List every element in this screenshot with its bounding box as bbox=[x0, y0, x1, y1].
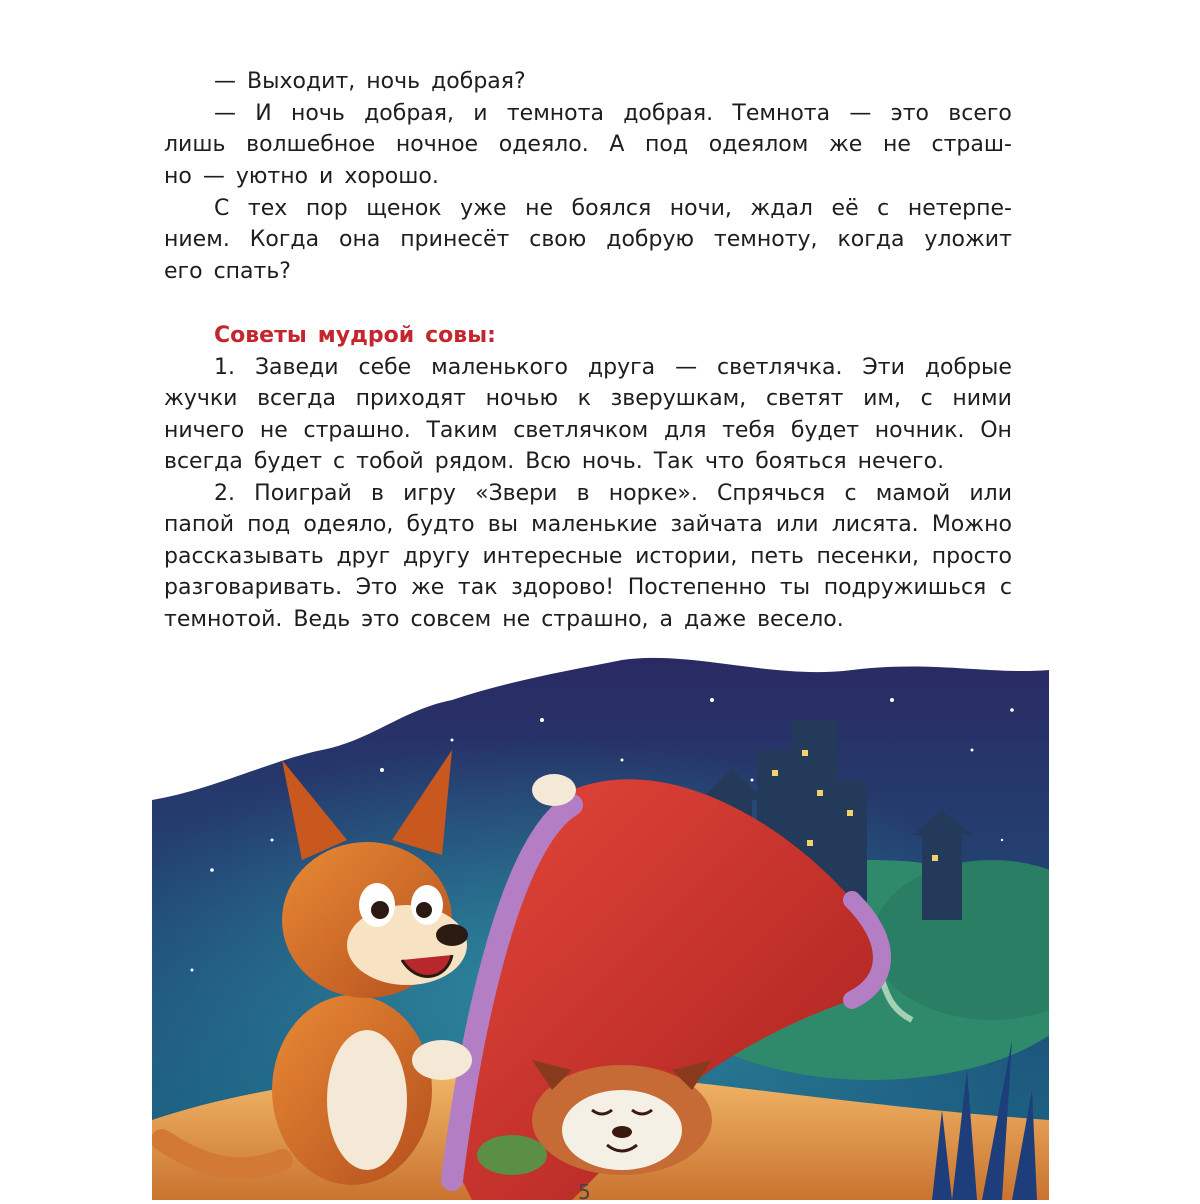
word: Советы bbox=[214, 323, 307, 348]
word: ночь bbox=[366, 69, 421, 94]
word: щенок bbox=[366, 196, 442, 221]
word: не bbox=[882, 132, 911, 157]
word: Таким bbox=[426, 418, 498, 443]
word: интересные bbox=[482, 544, 623, 569]
word: Это bbox=[355, 575, 398, 600]
word: совы: bbox=[425, 323, 496, 348]
word: в bbox=[576, 481, 590, 506]
word: Всю bbox=[525, 449, 571, 474]
word: друг bbox=[336, 544, 391, 569]
word: ними bbox=[952, 386, 1012, 411]
word: тебя bbox=[722, 418, 776, 443]
word: светлячком bbox=[513, 418, 649, 443]
word: темноту, bbox=[713, 227, 818, 252]
word: принесёт bbox=[400, 227, 510, 252]
text-line bbox=[164, 129, 1012, 160]
word: лисята. bbox=[831, 512, 919, 537]
word: когда bbox=[837, 227, 905, 252]
word: пор bbox=[305, 196, 348, 221]
word: с bbox=[920, 386, 933, 411]
word: тобой bbox=[356, 449, 424, 474]
word: ты bbox=[779, 575, 811, 600]
word: страшно. bbox=[303, 418, 411, 443]
word: Ведь bbox=[293, 607, 351, 632]
word: норке». bbox=[608, 481, 698, 506]
word: это bbox=[361, 607, 400, 632]
word: мудрой bbox=[317, 323, 415, 348]
word: и bbox=[319, 164, 334, 189]
word: одеялом bbox=[708, 132, 809, 157]
word: — bbox=[214, 69, 236, 94]
word: ночник. bbox=[874, 418, 965, 443]
word: свою bbox=[529, 227, 587, 252]
word: рядом. bbox=[434, 449, 515, 474]
word: что bbox=[704, 449, 745, 474]
word: рассказывать bbox=[164, 544, 324, 569]
word: зайчата bbox=[670, 512, 763, 537]
paw bbox=[412, 1040, 472, 1080]
word: — bbox=[202, 164, 225, 189]
word: добрая? bbox=[431, 69, 526, 94]
word: нетерпе- bbox=[907, 196, 1012, 221]
word: уже bbox=[460, 196, 507, 221]
word: друга bbox=[587, 355, 656, 380]
word: разговаривать. bbox=[164, 575, 343, 600]
word: добрая, bbox=[364, 101, 454, 126]
word: игру bbox=[403, 481, 456, 506]
word: боялся bbox=[571, 196, 652, 221]
word: в bbox=[370, 481, 384, 506]
text-line bbox=[164, 415, 1012, 446]
word: песенки, bbox=[816, 544, 920, 569]
word: С bbox=[214, 196, 230, 221]
word: или bbox=[969, 481, 1012, 506]
word: под bbox=[247, 512, 291, 537]
word: — bbox=[849, 101, 872, 126]
word: с bbox=[844, 481, 857, 506]
word: нием. bbox=[164, 227, 230, 252]
word: ночью bbox=[485, 386, 558, 411]
word: — bbox=[675, 355, 698, 380]
word: истории, bbox=[635, 544, 738, 569]
word: светят bbox=[765, 386, 844, 411]
word: добрая. bbox=[623, 101, 714, 126]
word: совсем bbox=[410, 607, 492, 632]
text-line bbox=[164, 572, 1012, 603]
word: его bbox=[164, 259, 203, 284]
word: маленького bbox=[431, 355, 568, 380]
word: а bbox=[659, 607, 674, 632]
word: папой bbox=[164, 512, 235, 537]
word: темнота bbox=[506, 101, 604, 126]
word: Постепенно bbox=[627, 575, 767, 600]
word: И bbox=[255, 101, 272, 126]
word: уютно bbox=[235, 164, 309, 189]
word: и bbox=[473, 101, 488, 126]
word: тех bbox=[247, 196, 288, 221]
word: ночь bbox=[291, 101, 345, 126]
word: добрую bbox=[606, 227, 694, 252]
word: так bbox=[457, 575, 498, 600]
word: с bbox=[999, 575, 1012, 600]
text-line bbox=[214, 66, 1012, 97]
word: зверушкам, bbox=[610, 386, 747, 411]
word: хорошо. bbox=[344, 164, 439, 189]
word: Спрячься bbox=[717, 481, 826, 506]
word: спать? bbox=[213, 259, 291, 284]
word: ничего bbox=[164, 418, 245, 443]
word: весело. bbox=[757, 607, 844, 632]
word: волшебное bbox=[246, 132, 376, 157]
text-line bbox=[164, 541, 1012, 572]
word: мамой bbox=[875, 481, 951, 506]
tips-heading bbox=[214, 320, 1012, 351]
word: Выходит, bbox=[247, 69, 356, 94]
word: ночь. bbox=[581, 449, 643, 474]
word: ночи, bbox=[669, 196, 732, 221]
word: страшно, bbox=[541, 607, 649, 632]
word: лишь bbox=[164, 132, 226, 157]
word: 1. bbox=[214, 355, 235, 380]
word: бояться bbox=[755, 449, 847, 474]
pillow bbox=[477, 1135, 547, 1175]
word: здорово! bbox=[511, 575, 615, 600]
word: страш- bbox=[931, 132, 1012, 157]
word: Можно bbox=[931, 512, 1012, 537]
text-line bbox=[214, 478, 1012, 509]
text-line bbox=[164, 604, 1012, 635]
paw-on-blanket bbox=[532, 774, 576, 806]
word: подружишься bbox=[823, 575, 987, 600]
word: не bbox=[259, 418, 288, 443]
text-line bbox=[164, 509, 1012, 540]
word: Так bbox=[653, 449, 694, 474]
word: к bbox=[577, 386, 591, 411]
word: петь bbox=[750, 544, 804, 569]
word: Он bbox=[980, 418, 1012, 443]
word: её bbox=[831, 196, 859, 221]
word: Темнота bbox=[732, 101, 831, 126]
illustration-puppies-night bbox=[152, 640, 1049, 1200]
word: А bbox=[609, 132, 625, 157]
word: всего bbox=[948, 101, 1012, 126]
word: светлячка. bbox=[717, 355, 843, 380]
word: 2. bbox=[214, 481, 235, 506]
word: но bbox=[164, 164, 192, 189]
word: добрые bbox=[924, 355, 1012, 380]
word: маленькие bbox=[531, 512, 658, 537]
text-line bbox=[164, 446, 1012, 477]
word: уложит bbox=[924, 227, 1012, 252]
text-line bbox=[214, 98, 1012, 129]
word: нечего. bbox=[857, 449, 945, 474]
word: для bbox=[663, 418, 707, 443]
word: или bbox=[775, 512, 819, 537]
word: «Звери bbox=[475, 481, 558, 506]
word: Заведи bbox=[254, 355, 339, 380]
word: это bbox=[890, 101, 929, 126]
text-line bbox=[214, 193, 1012, 224]
word: же bbox=[828, 132, 863, 157]
word: она bbox=[339, 227, 381, 252]
word: другу bbox=[402, 544, 470, 569]
word: Поиграй bbox=[254, 481, 352, 506]
word: просто bbox=[931, 544, 1012, 569]
word: одеяло. bbox=[498, 132, 589, 157]
nose bbox=[436, 924, 468, 946]
word: жучки bbox=[164, 386, 238, 411]
word: одеяло, bbox=[303, 512, 394, 537]
text-line bbox=[164, 161, 1012, 192]
text-line bbox=[214, 352, 1012, 383]
word: Когда bbox=[249, 227, 320, 252]
word: с bbox=[333, 449, 346, 474]
word: вы bbox=[487, 512, 519, 537]
word: — bbox=[214, 101, 236, 126]
word: Эти bbox=[862, 355, 905, 380]
text-line bbox=[164, 256, 1012, 287]
word: всегда bbox=[164, 449, 243, 474]
word: им, bbox=[863, 386, 901, 411]
word: ждал bbox=[750, 196, 813, 221]
word: темнотой. bbox=[164, 607, 283, 632]
word: под bbox=[645, 132, 689, 157]
text-line bbox=[164, 224, 1012, 255]
word: будет bbox=[790, 418, 860, 443]
word: не bbox=[525, 196, 553, 221]
word: не bbox=[502, 607, 531, 632]
word: даже bbox=[684, 607, 747, 632]
word: себе bbox=[358, 355, 412, 380]
word: будто bbox=[406, 512, 475, 537]
word: всегда bbox=[257, 386, 336, 411]
word: приходят bbox=[355, 386, 466, 411]
word: ночное bbox=[395, 132, 479, 157]
text-line bbox=[164, 383, 1012, 414]
word: будет bbox=[253, 449, 323, 474]
word: же bbox=[410, 575, 445, 600]
page-number: 5 bbox=[578, 1180, 591, 1204]
word: с bbox=[877, 196, 890, 221]
